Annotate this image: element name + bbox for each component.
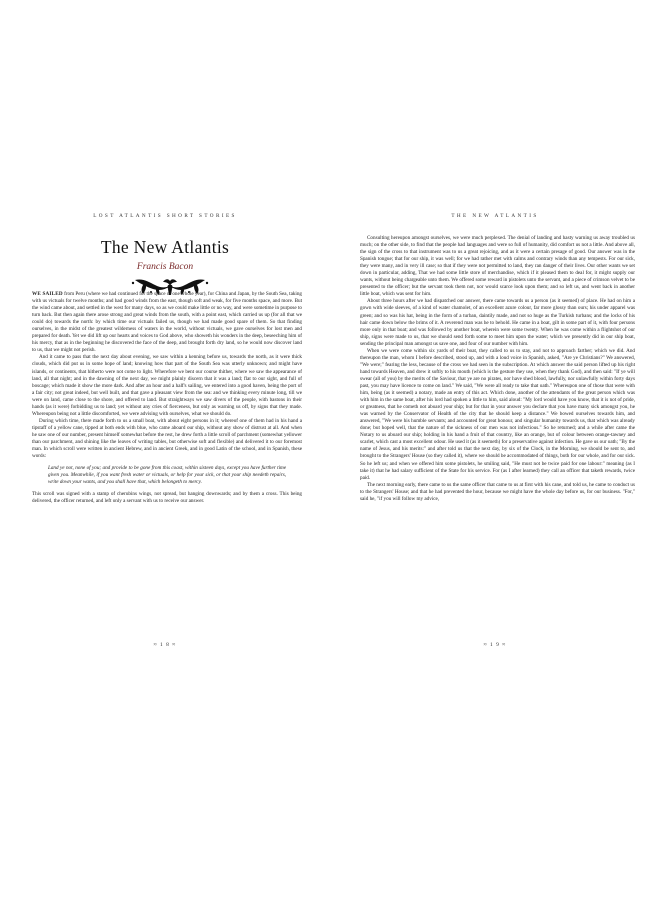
paragraph: This scroll was signed with a stamp of cherubins wings, not spread, but hanging downwards; and by them a cross. This being delivered, the officer returned, and left only a servant with us to receive our answer.: [32, 491, 302, 505]
running-header: THE NEW ATLANTIS: [451, 213, 539, 219]
body-text-right: [360, 235, 635, 503]
paragraph: The next morning early, there came to us the same officer that came to us at first with his cane, and told us, he came to conduct us to the Strangers' House; and that he had prevented the hour, because we might have the whole day before us, for our business. "For," said he, "if you will follow my advice,: [360, 481, 635, 502]
author-name: Francis Bacon: [136, 262, 194, 272]
paragraph: WE SAILED from Peru (where we had continued for the space of one whole year), for China and Japan, by the South Sea, taking with us victuals for twelve months; and had good winds from the east, though soft and weak, for five months space, and more. But the wind came about, and settled in the west for many days, so as we could make little or no way, and were sometime in purpose to turn back. But then again there arose strong and great winds from the south, with a point east, which carried us up (for all that we could do) towards the north: by which time our victuals failed us, though we had made good spare of them. So that finding ourselves, in the midst of the greatest wilderness of waters in the world, without victuals, we gave ourselves for lost men and prepared for death. Yet we did lift up our hearts and voices to God above, who showeth his wonders in the deep, beseeching him of his mercy, that as in the beginning he discovered the face of the deep, and brought forth dry land, so he would now discover land to us, that we might not perish.: [32, 291, 303, 354]
paragraph: About three hours after we had dispatched our answer, there came towards us a person (as it seemed) of place. He had on him a gown with wide sleeves, of a kind of water chamolet, of an excellent azure colour, far more glossy than ours; his under apparel was green; and so was his hat, being in the form of a turban, daintily made, and not so huge as the Turkish turbans; and the locks of his hair came down below the brims of it. A reverend man was he to behold. He came in a boat, gilt in some part of it, with four persons more only in that boat; and was followed by another boat, wherein were some twenty. When he was come within a flightshot of our ship, signs were made to us, that we should send forth some to meet him upon the water; which we presently did in our ship boat, sending the principal man amongst us save one, and four of our number with him.: [360, 298, 635, 347]
paragraph: When we were come within six yards of their boat, they called to us to stay, and not to approach farther; which we did. And thereupon the man, whom I before described, stood up, and with a loud voice in Spanish, asked, "Are ye Christians?" We answered, "We were;" fearing the less, because of the cross we had seen in the subscription. At which answer the said person lifted up his right hand towards Heaven, and drew it softly to his mouth (which is the gesture they use, when they thank God), and then said: "If ye will swear (all of you) by the merits of the Saviour, that ye are no pirates, nor have shed blood, lawfully, nor unlawfully within forty days past, you may have licence to come on land." We said, "We were all ready to take that oath." Whereupon one of those that were with him, being (as it seemed) a notary, made an entry of this act. Which done, another of the attendants of the great person which was with him in the same boat, after his lord had spoken a little to him, said aloud: "My lord would have you know, that it is not of pride, or greatness, that he cometh not aboard your ship; but for that in your answer you declare that you have many sick amongst you, he was warned by the Conservator of Health of the city that he should keep a distance." We bowed ourselves towards him, and answered, "We were his humble servants; and accounted for great honour, and singular humanity towards us, that which was already done; but hoped well, that the nature of the sickness of our men was not infectious." So he returned; and a while after came the Notary to us aboard our ship; holding in his hand a fruit of that country, like an orange, but of colour between orange-tawney and scarlet, which cast a most excellent odour. He used it (as it seemeth) for a preservative against infection. He gave us our oath; "By the name of Jesus, and his merits:" and after told us that the next day, by six of the Clock, in the Morning, we should be sent to, and brought to the Strangers' House (so they called it), where we should be accommodated of things, both for our whole, and for our sick. So he left us; and when we offered him some pistolets, he smiling said, "He must not be twice paid for one labour:" meaning (as I take it) that he had salary sufficient of the State for his service. For (as I after learned) they call an officer that taketh rewards, twice paid.: [360, 347, 635, 481]
paragraph: And it came to pass that the next day about evening, we saw within a kenning before us, towards the north, as it were thick clouds, which did put us in some hope of land; knowing how that part of the South Sea was utterly unknown; and might have islands, or continents, that hitherto were not come to light. Wherefore we bent our course thither, where we saw the appearance of land, all that night; and in the dawning of the next day, we might plainly discern that it was a land; flat to our sight, and full of boscage; which made it show the more dark. And after an hour and a half's sailing, we entered into a good haven, being the port of a fair city; not great indeed, but well built, and that gave a pleasant view from the sea: and we thinking every minute long, till we were on land, came close to the shore, and offered to land. But straightways we saw divers of the people, with bastons in their hands (as it were) forbidding us to land; yet without any cries of fierceness, but only as warning us off, by signs that they made. Whereupon being not a little discomforted, we were advising with ourselves, what we should do.: [32, 354, 302, 417]
story-title: The New Atlantis: [100, 237, 230, 257]
page-number: ≈ 1 8 ≈: [153, 642, 177, 648]
right-page: [330, 0, 660, 900]
lead-in: WE SAILED: [32, 291, 63, 297]
scroll-quote: Land ye not, none of you; and provide to be gone from this coast, within sixteen days, except you have further time given you. Meanwhile, if you want fresh water or victuals, or help for your sick, or that your ship needeth repairs, write down your wants, and you shall have that, which belongeth to mercy.: [48, 465, 286, 486]
paragraph: Consulting hereupon amongst ourselves, we were much perplexed. The denial of landing and hasty warning us away troubled us much; on the other side, to find that the people had languages and were so full of humanity, did comfort us not a little. And above all, the sign of the cross to that instrument was to us a great rejoicing, and as it were a certain presage of good. Our answer was in the Spanish tongue; that for our ship, it was well; for we had rather met with calms and contrary winds than any tempests. For our sick, they were many, and in very ill case; so that if they were not permitted to land, they ran danger of their lives. Our other wants we set down in particular, adding, That we had some little store of merchandise, which if it pleased them to deal for, it might supply our wants, without being chargeable unto them. We offered some reward in pistolets unto the servant, and a piece of crimson velvet to be presented to the officer; but the servant took them not, nor would scarce look upon them; and so left us, and went back in another little boat, which was sent for him.: [360, 235, 635, 298]
page-number: ≈ 1 9 ≈: [483, 642, 507, 648]
paragraph: During which time, there made forth to us a small boat, with about eight persons in it; whereof one of them had in his hand a tipstaff of a yellow cane, tipped at both ends with blue, who came aboard our ship, without any show of distrust at all. And when he saw one of our number, present himself somewhat before the rest, he drew forth a little scroll of parchment (somewhat yellower than our parchment, and shining like the leaves of writing tables, but otherwise soft and flexible) and delivered it to our foremost man. In which scroll were written in ancient Hebrew, and in ancient Greek, and in good Latin of the school, and in Spanish, these words:: [32, 417, 302, 460]
running-header: LOST ATLANTIS SHORT STORIES: [93, 213, 237, 219]
body-text-left: [32, 291, 302, 505]
